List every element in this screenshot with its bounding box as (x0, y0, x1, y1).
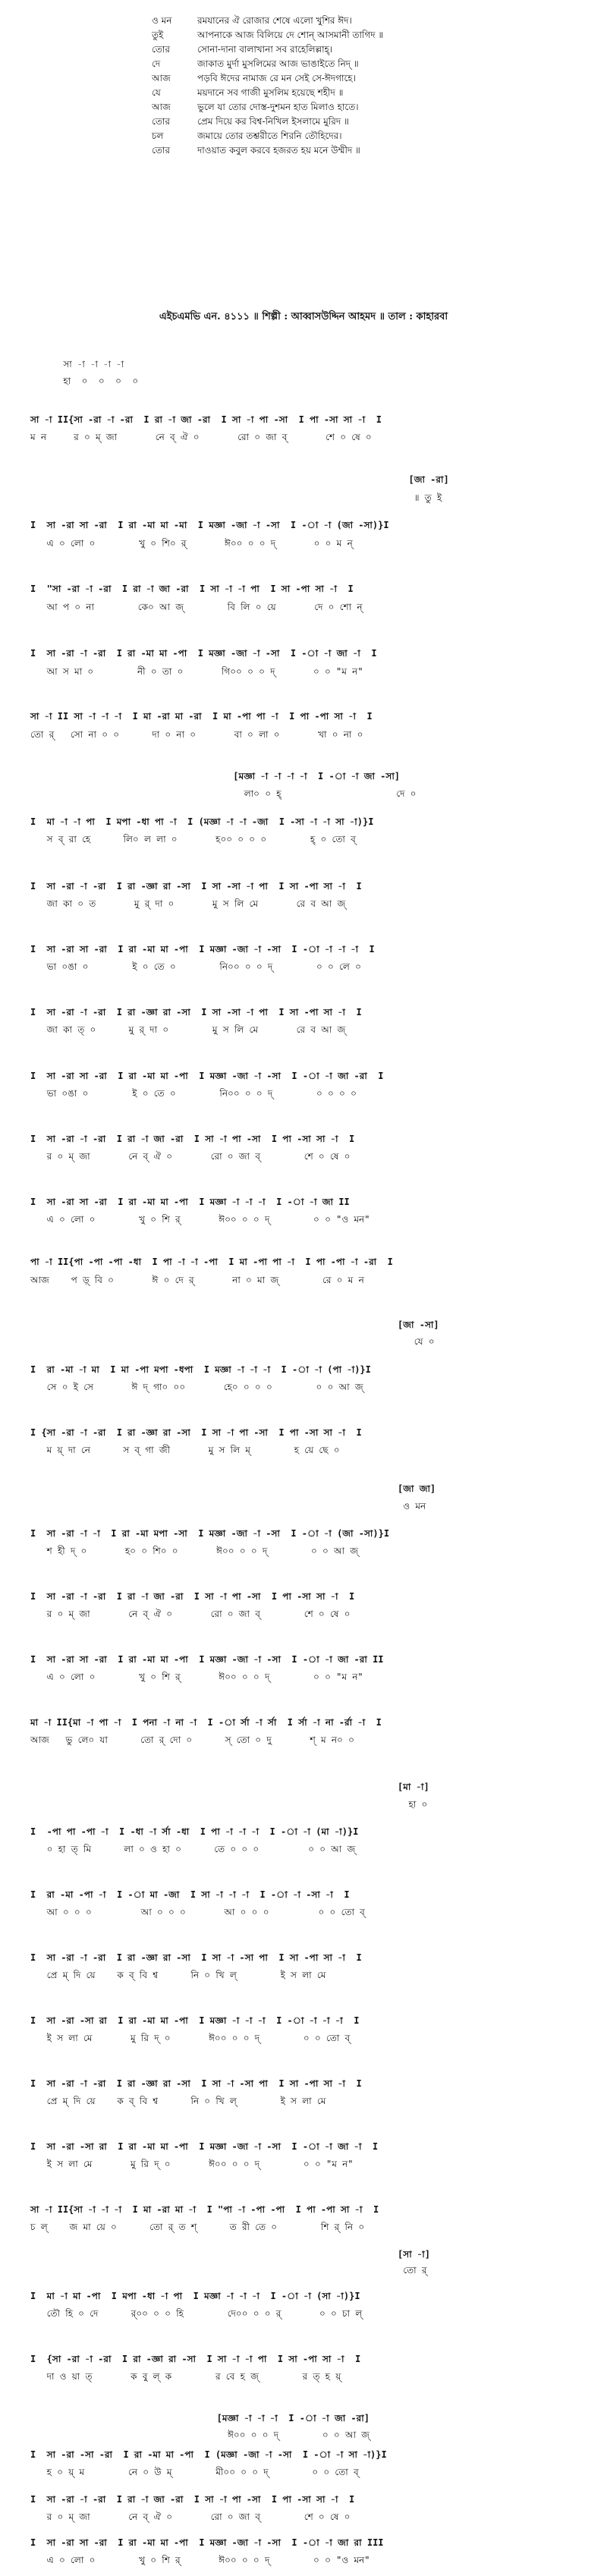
lyric-text: জমায়ে তোর তশ্তরীতে শিরনি তৌহিদের। (197, 131, 342, 141)
notation-swara-line: I সা -রা -া -রা I রা -া জা -রা I সা -া পা -সা I পা -সা সা -া I (30, 1591, 355, 1602)
notation-lyric-line: এ ০ লো ০ খু ০ শি র্ ঈ০০ ০ ০ দ্ ০ ০ "ও মন" (30, 2555, 370, 2565)
lyric-line (152, 57, 577, 71)
lyric-text: ভুলে যা তোর দোস্ত-দুশমন হাত মিলাও হাতে। (197, 102, 359, 112)
notation-lyric-line: র ০ ম্ জা নে ব্ ঐ ০ রো ০ জা ব্ শে ০ ষে ০ (30, 1609, 351, 1619)
notation-swara-line: [জা জা] (30, 1483, 436, 1494)
lyric-line (152, 14, 577, 28)
notation-swara-line: I মা -া মা -পা I মপা -ধা -া পা I মজ্ঞা -া -া -া I -া -া (সা -া)}I (30, 2291, 360, 2301)
notation-lyric-line: শ হী দ্ ০ হ০ ০ শি০ ০ ঈ০০ ০ ০ দ্ ০ ০ আ জ্ (30, 1546, 358, 1556)
notation-swara-line: [জা -রা] (30, 474, 449, 485)
notation-swara-line: I রা -মা -পা -া I -া মা -জা I সা -া -া -া I -া -া -সা -া I (30, 1889, 350, 1900)
lyric-lines (152, 14, 577, 158)
notation-lyric-line: এ ০ লো ০ খু ০ শি০ র্ ঈ০০ ০ ০ দ্ ০ ০ ম ন্ (30, 538, 353, 549)
notation-lyric-line: যে ০ (30, 1336, 435, 1347)
notation-lyric-line: প্রে ম্ দি য়ে ক ব্ বি শ্ব নি ০ খি ল্ ই স লা মে (30, 1970, 326, 1980)
notation-lyric-line: তো র্ সো না ০ ০ দা ০ না ০ বা ০ লা ০ খা ০ না ০ (30, 729, 363, 740)
notation-lyric-line: আ প ০ না কে০ আ জ্ বি লি ০ য়ে দে ০ শো ন্ (30, 602, 363, 612)
notation-swara-line: I {সা -রা -া -রা I রা -জ্ঞা রা -সা I সা -া -া পা I সা -পা সা -া I (30, 2354, 361, 2364)
notation-swara-line: I "সা -রা -া -রা I রা -া জা -রা I সা -া -া পা I সা -পা সা -া I (30, 583, 354, 594)
lyric-prefix: আজ (152, 102, 171, 112)
lyric-line (152, 86, 577, 100)
lyric-text: জাকাত মুর্দা মুসলিমের আজ ভাঙাইতে নিদ্ ॥ (197, 58, 359, 69)
notation-lyric-line: ই স লা মে মু রি দ্ ০ ঈ০০ ০ ০ দ্ ০ ০ "ম ন" (30, 2159, 354, 2169)
notation-lyric-line: আ স মা ০ নী ০ তা ০ গি০০ ০ ০ দ্ ০ ০ "ম ন" (30, 666, 363, 677)
notation-swara-line: I সা -রা সা -রা I রা -মা মা -পা I মজ্ঞা -জা -া -সা I -া -া জা -রা I (30, 1071, 384, 1081)
lyric-line (152, 71, 577, 86)
lyric-prefix: দে (152, 58, 161, 69)
notation-swara-line: I সা -রা -সা -রা I রা -মা মা -পা I (মজ্ঞা -জা -া -সা I -া -া সা -া)}I (30, 2449, 387, 2460)
notation-swara-line: সা -া II সা -া -া -া I মা -রা মা -রা I মা -পা পা -া I পা -পা সা -া I (30, 711, 373, 722)
notation-swara-line: [মজ্ঞা -া -া -া -া I -া -া জা -সা] (30, 771, 401, 782)
notation-swara-line: I সা -রা -া -রা I রা -া জা -রা I সা -া পা -সা I পা -সা সা -া I (30, 2494, 355, 2505)
lyric-text: ময়দানে সব গাজী মুসলিম হয়েছে শহীদ ॥ (197, 87, 344, 98)
lyric-line (152, 129, 577, 143)
lyric-text: প্রেম দিয়ে কর বিশ্ব-নিখিল ইসলামে মুরিদ ॥ (197, 116, 349, 127)
lyric-line (152, 42, 577, 57)
notation-swara-line: I সা -রা -সা রা I রা -মা মা -পা I মজ্ঞা -া -া -া I -া -া -া -া I (30, 2015, 360, 2026)
notation-swara-line: I {সা -রা -া -রা I রা -জ্ঞা রা -সা I সা -া পা -সা I পা -সা সা -া I (30, 1427, 362, 1438)
notation-lyric-line: তো র্ (30, 2265, 427, 2276)
notation-swara-line: I সা -রা -া -রা I রা -জ্ঞা রা -সা I সা -সা -া পা I সা -পা সা -া I (30, 1007, 362, 1018)
notation-lyric-line: এ ০ লো ০ খু ০ শি র্ ঈ০০ ০ ০ দ্ ০ ০ "ও মন" (30, 1214, 370, 1225)
notation-swara-line: সা -া II{সা -া -া -া I মা -রা মা -া I "পা -া -পা -পা I পা -পা সা -া I (30, 2204, 379, 2215)
notation-lyric-line: আজ প ড়্ বি ০ ঈ ০ দে র্ না ০ মা জ্ রে ০ ম ন (30, 1275, 364, 1285)
notation-lyric-line: আজ ভু লে০ যা তো র্ দো ০ স্ তো ০ দু শ্ ম ন০ ০ (30, 1735, 354, 1745)
notation-lyric-line: ম ন র ০ ম্ জা নে ব্ ঐ ০ রো ০ জা ব্ শে ০ ষে ০ (30, 432, 372, 442)
notation-lyric-line: ও মন (30, 1501, 426, 1511)
lyric-line (152, 115, 577, 129)
notation-lyric-line: ॥ তু ই (30, 492, 442, 503)
notation-lyric-line: জা কা ত্ ০ মু র্ দা ০ মু স লি মে রে ব আ জ্ (30, 1024, 346, 1035)
notation-swara-line: I সা -রা -া -রা I রা -া জা -রা I সা -া পা -সা I পা -সা সা -া I (30, 1134, 355, 1144)
notation-swara-line: পা -া II{পা -পা -পা -ধা I পা -া -া -পা I মা -পা পা -া I পা -পা -া -রা I (30, 1257, 393, 1267)
notation-swara-line: I সা -রা -া -া I রা -মা মপা -সা I মজ্ঞা -জা -া -সা I -া -া (জা -সা)}I (30, 1528, 390, 1539)
notation-swara-line: [মজ্ঞা -া -া -া I -া -া জা -রা] (30, 2413, 370, 2423)
lyric-text: সোনা-দানা বালাখানা সব রাহেলিল্লাহ্। (197, 44, 333, 55)
notation-swara-line: I সা -রা সা -রা I রা -মা মা -পা I মজ্ঞা -জা -া -সা I -া -া জা -রা II (30, 1654, 384, 1665)
notation-lyric-line: স ব্ রা হে লি০ ল লা ০ হ০০ ০ ০ ০ হ্ ০ তো ব্ (30, 834, 356, 845)
notation-swara-line: [মা -া] (30, 1782, 429, 1792)
recording-header: এইচএমভি এন. ৪১১১ ॥ শিল্পী : আব্বাসউদ্দিন আহমদ ॥ তাল : কাহারবা (159, 311, 448, 322)
notation-swara-line: I -পা পা -পা -া I -ধা -া র্সা -ধা I পা -া -া -া I -া -া (মা -া)}I (30, 1826, 359, 1837)
lyric-line (152, 100, 577, 115)
notation-lyric-line: র ০ ম্ জা নে ব্ ঐ ০ রো ০ জা ব্ শে ০ ষে ০ (30, 2512, 351, 2522)
notation-lyric-line: আ ০ ০ ০ আ ০ ০ ০ আ ০ ০ ০ ০ ০ তো ব্ (30, 1907, 365, 1917)
notation-lyric-line: প্রে ম্ দি য়ে ক ব্ বি শ্ব নি ০ খি ল্ ই স লা মে (30, 2096, 326, 2106)
lyric-prefix: তোর (152, 116, 170, 127)
lyric-prefix: তুই (152, 30, 164, 40)
notation-lyric-line: এ ০ লো ০ খু ০ শি র্ ঈ০০ ০ ০ দ্ ০ ০ "ম ন" (30, 1672, 363, 1682)
notation-lyric-line: দা ও য়া ত্ ক বু ল্ ক র বে হ জ্ র ত্ হ য়্ (30, 2371, 341, 2382)
notation-swara-line: I মা -া -া পা I মপা -ধা পা -া I (মজ্ঞা -া -া -জা I -সা -া -া সা -া)}I (30, 816, 374, 827)
notation-lyric-line: ভা ০ঙা ০ ই ০ তে ০ নি০০ ০ ০ দ্ ০ ০ লে ০ (30, 961, 361, 972)
lyric-prefix: যে (152, 87, 161, 98)
notation-lyric-line: ভা ০ঙা ০ ই ০ তে ০ নি০০ ০ ০ দ্ ০ ০ ০ ০ (30, 1088, 357, 1099)
notation-lyric-line: হা ০ (30, 1799, 428, 1810)
notation-lyric-line: হা ০ ০ ০ ০ (30, 376, 139, 386)
notation-lyric-line: ম য়্ দা নে স ব্ গা জী মু স লি ম্ হ য়ে ছে ০ (30, 1445, 340, 1455)
notation-swara-line: সা -া II{সা -রা -া -রা I রা -া জা -রা I সা -া পা -সা I পা -সা সা -া I (30, 414, 382, 425)
lyric-text: দাওয়াত কবুল করবে হজরত হয় মনে উম্মীদ ॥ (197, 145, 360, 156)
lyric-prefix: চল (152, 131, 164, 141)
notation-lyric-line: জা কা ০ ত মু র্ দা ০ মু স লি মে রে ব আ জ্ (30, 898, 346, 909)
notation-swara-line: I সা -রা সা -রা I রা -মা মা -মা I মজ্ঞা -জা -া -সা I -া -া (জা -সা)}I (30, 520, 389, 530)
lyric-text: আপনাকে আজ বিলিয়ে দে শোন্ আসমানী তাগিদ ॥ (197, 30, 384, 40)
notation-swara-line: মা -া II{মা -া পা -া I পনা -া না -া I -া র্সা -া র্সা I র্সা -া না -র্রা -া I (30, 1717, 382, 1728)
notation-lyric-line: ০ হা ত্ মি লা ০ ও হা ০ তে ০ ০ ০ ০ ০ আ জ্ (30, 1844, 356, 1854)
notation-swara-line: [সা -া] (30, 2249, 431, 2260)
lyric-prefix: তোর (152, 44, 170, 55)
notation-lyric-line: চ ল্ জ মা য়ে ০ তো র্ ত শ্ ত রী তে ০ শি র্ নি ০ (30, 2222, 365, 2232)
notation-swara-line: I সা -রা -সা রা I রা -মা মা -পা I মজ্ঞা -জা -া -সা I -া -া জা -া I (30, 2141, 379, 2152)
notation-lyric-line: ঈ০০ ০ ০ দ্ ০ ০ আ জ্ (30, 2430, 370, 2440)
notation-lyric-line: সা -া -া -া -া (30, 359, 124, 370)
notation-swara-line: I সা -রা -া -রা I রা -জ্ঞা রা -সা I সা -া -সা পা I সা -পা সা -া I (30, 1952, 362, 1963)
lyric-prefix: তোর (152, 145, 170, 156)
notation-swara-line: I সা -রা -া -রা I রা -জ্ঞা রা -সা I সা -া -সা পা I সা -পা সা -া I (30, 2078, 362, 2089)
notation-lyric-line: হ ০ য়্ ম নে ০ উ ম্ মী০০ ০ ০ দ্ ০ ০ তো ব্ (30, 2467, 359, 2477)
lyric-text: রমযানের ঐ রোজার শেষে এলো খুশির ঈদ। (197, 15, 352, 26)
lyric-text: পড়বি ঈদের নামাজ রে মন সেই সে-ঈদগাহে। (197, 73, 356, 83)
notation-lyric-line: ই স লা মে মু রি দ্ ০ ঈ০০ ০ ০ দ্ ০ ০ তো ব্ (30, 2033, 351, 2043)
notation-swara-line: I সা -রা -া -রা I রা -জ্ঞা রা -সা I সা -সা -া পা I সা -পা সা -া I (30, 881, 362, 892)
notation-swara-line: I সা -রা সা -রা I রা -মা মা -পা I মজ্ঞা -জা -া -সা I -া -া জা রা III (30, 2537, 384, 2548)
notation-lyric-line: সে ০ ই সে ঈ দ্ গা০ ০০ হে০ ০ ০ ০ ০ ০ আ জ্ (30, 1382, 363, 1392)
notation-swara-line: I সা -রা সা -রা I রা -মা মা -পা I মজ্ঞা -া -া -া I -া -া জা II (30, 1197, 350, 1207)
notation-swara-line: [জা -সা] (30, 1319, 439, 1330)
lyric-prefix: আজ (152, 73, 171, 83)
notation-lyric-line: লা০ ০ হ্ দে ০ (30, 788, 417, 799)
lyric-prefix: ও মন (152, 15, 172, 26)
lyrics-block (152, 14, 577, 158)
notation-lyric-line: র ০ ম্ জা নে ব্ ঐ ০ রো ০ জা ব্ শে ০ ষে ০ (30, 1151, 351, 1162)
notation-swara-line: I সা -রা -া -রা I রা -মা মা -পা I মজ্ঞা -জা -া -সা I -া -া জা -া I (30, 648, 377, 659)
lyric-line (152, 28, 577, 42)
lyric-line (152, 143, 577, 158)
notation-swara-line: I সা -রা সা -রা I রা -মা মা -পা I মজ্ঞা -জা -া -সা I -া -া -া -া I (30, 944, 375, 955)
notation-lyric-line: তৌ হি ০ দে র্০০ ০ ০ হি দে০০ ০ ০ র্ ০ ০ চা ল্ (30, 2308, 363, 2319)
notation-swara-line: I রা -মা -া মা I মা -পা মপা -ধপা I মজ্ঞা -া -া -া I -া -া (পা -া)}I (30, 1364, 371, 1375)
